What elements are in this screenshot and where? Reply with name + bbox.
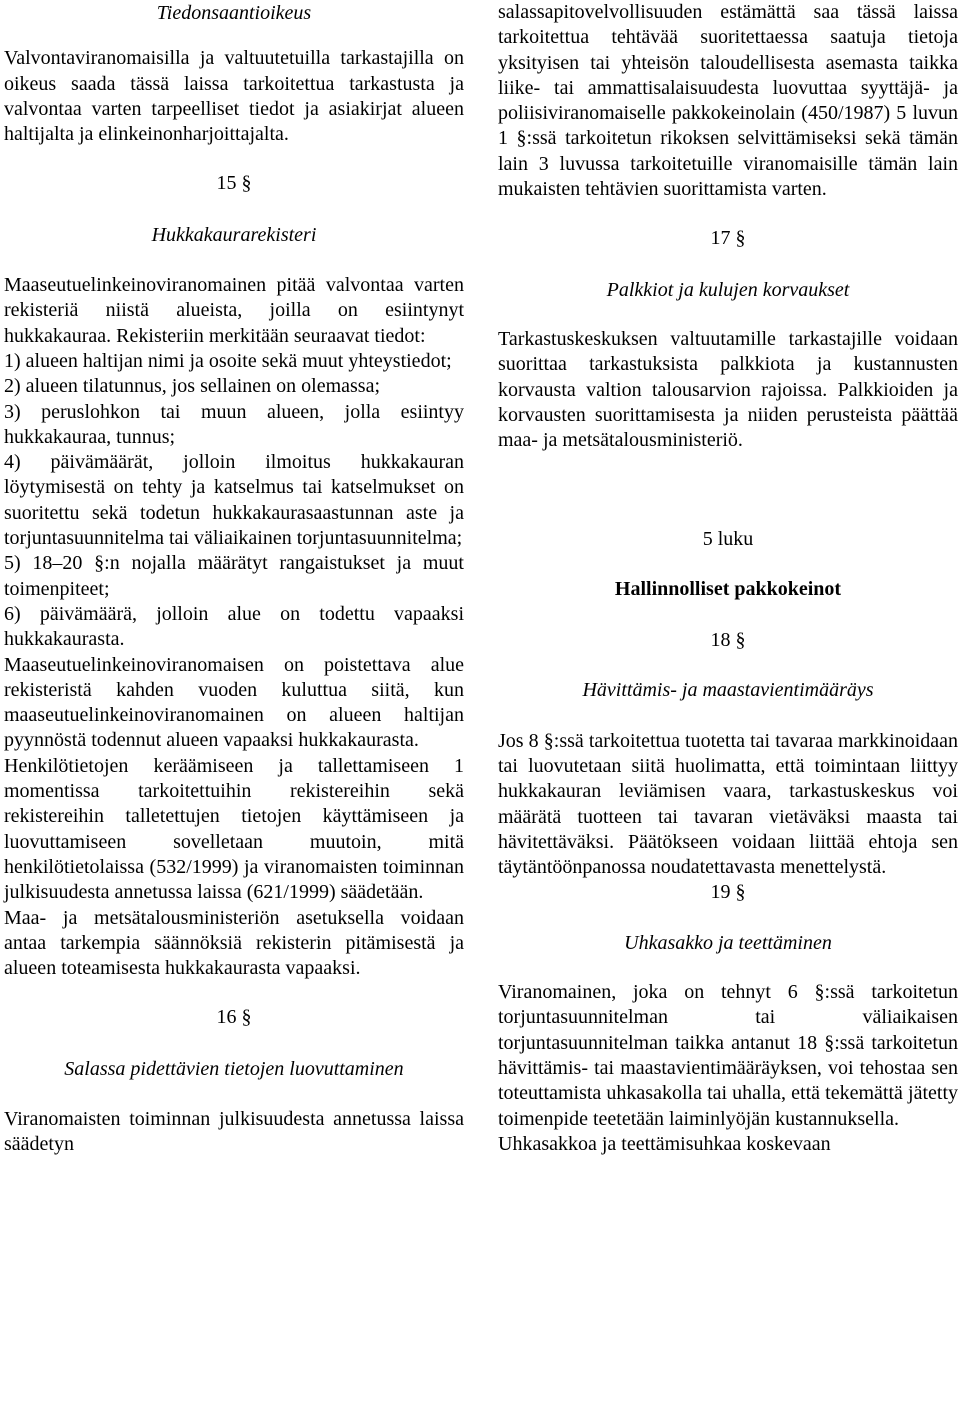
paragraph-disclosure-start: Viranomaisten toiminnan julkisuudesta annetussa laissa säädetyn bbox=[4, 1107, 464, 1156]
section-heading-tiedonsaantioikeus: Tiedonsaantioikeus bbox=[156, 2, 312, 24]
paragraph-penalty-procedure: Uhkasakkoa ja teettämisuhkaa koskevaan bbox=[498, 1132, 831, 1155]
list-item-6: 6) päivämäärä, jolloin alue on todettu vapaaksi hukkakaurasta. bbox=[4, 602, 464, 651]
section-number-15: 15 § bbox=[216, 172, 252, 195]
section-number-17: 17 § bbox=[710, 227, 746, 250]
paragraph-ministry-decree: Maa- ja metsätalousministeriön asetuksella voidaan antaa tarkempia säännöksiä rekisterin pitämisestä ja alueen toteamisesta hukkakaurasta vapaaksi. bbox=[4, 906, 464, 980]
paragraph-personal-data: Henkilötietojen keräämiseen ja tallettamiseen 1 momentissa tarkoitettuihin rekistereihin sekä rekistereihin talletettujen tietojen käyttämiseen ja luovuttamiseen sovelletaan muutoin, mitä henkilötietolaissa (532/1999) ja viranomaisten toiminnan julkisuudesta annetussa laissa (621/1999) säädetään. bbox=[4, 754, 464, 904]
paragraph-fees: Tarkastuskeskuksen valtuutamille tarkastajille voidaan suorittaa tarkastuksista palkkiota ja kustannusten korvausta valtion talousarvion rajoissa. Palkkioiden ja korvausten suorittamisesta ja niiden perusteista päättää maa- ja metsätalousministeriö. bbox=[498, 327, 958, 452]
section-number-19: 19 § bbox=[710, 881, 746, 904]
paragraph-tiedonsaantioikeus: Valvontaviranomaisilla ja valtuutetuilla tarkastajilla on oikeus saada tässä laissa tarkoitettua tarkastusta ja valvontaa varten tarpeelliset tiedot ja asiakirjat alueen haltijalta ja elinkeinonharjoittajalta. bbox=[4, 47, 464, 146]
section-title-18: Hävittämis- ja maastavientimääräys bbox=[582, 679, 874, 702]
section-title-16: Salassa pidettävien tietojen luovuttaminen bbox=[64, 1057, 404, 1080]
paragraph-disclosure-cont: salassapitovelvollisuuden estämättä saa tässä laissa tarkoitettua tehtävää suoritettaessa saatuja tietoja yksityisen tai yhteisön taloudellisesta asemasta taikka liike- tai ammattisalaisuudesta luovuttaa syyttäjä- ja poliisiviranomaiselle pakkokeinolain (450/1987) 5 luvun 1 §:ssä tarkoitetun rikoksen selvittämiseksi sekä tämän lain 3 luvussa tarkoitetuille viranomaisille tämän lain mukaisten tehtävien suorittamista varten. bbox=[498, 1, 958, 201]
list-item-2: 2) alueen tilatunnus, jos sellainen on olemassa; bbox=[4, 375, 381, 398]
paragraph-register-intro: Maaseutuelinkeinoviranomainen pitää valvontaa varten rekisteriä niistä alueista, joilla on esiintynyt hukkakauraa. Rekisteriin merkitään seuraavat tiedot: bbox=[4, 274, 464, 347]
section-title-19: Uhkasakko ja teettäminen bbox=[624, 931, 832, 954]
paragraph-penalty: Viranomainen, joka on tehnyt 6 §:ssä tarkoitetun torjuntasuunnitelman tai väliaikaisen torjuntasuunnitelman taikka antanut 18 §:ssä tarkoitetun hävittämis- tai maastavientimääräyksen, voi tehostaa sen toteuttamista uhkasakolla tai uhalla, että tekemättä jätetty toimenpide teetetään laiminlyöjän kustannuksella. bbox=[498, 981, 958, 1130]
chapter-title: Hallinnolliset pakkokeinot bbox=[614, 577, 842, 600]
section-title-17: Palkkiot ja kulujen korvaukset bbox=[606, 278, 850, 301]
chapter-number: 5 luku bbox=[702, 528, 754, 551]
section-number-18: 18 § bbox=[710, 629, 746, 652]
left-column bbox=[4, 0, 464, 1158]
section-number-16: 16 § bbox=[216, 1006, 252, 1029]
paragraph-removal: Maaseutuelinkeinoviranomaisen on poistettava alue rekisteristä kahden vuoden kuluttua siitä, kun maaseutuelinkeinoviranomainen on alueen haltijan pyynnöstä todennut alueen vapaaksi hukkakaurasta. bbox=[4, 653, 464, 752]
list-item-1: 1) alueen haltijan nimi ja osoite sekä muut yhteystiedot; bbox=[4, 349, 452, 372]
list-item-4: 4) päivämäärät, jolloin ilmoitus hukkakauran löytymisestä on tehty ja katselmus tai katselmukset on suoritettu sekä todetun hukkakaurasaastunnan aste ja torjuntasuunnitelma tai väliaikainen torjuntasuunnitelma; bbox=[4, 451, 464, 550]
right-column bbox=[498, 0, 958, 1157]
paragraph-destruction-order: Jos 8 §:ssä tarkoitettua tuotetta tai tavaraa markkinoidaan tai luovutetaan siitä huolimatta, että toimintaan liittyy hukkakauran leviämisen vaara, tarkastuskeskus voi määrätä tuotteen tai tavaran vietäväksi maasta tai hävitettäväksi. Päätökseen voidaan liittää ehtoja sen täytäntöönpanossa noudatettavasta menettelystä. bbox=[498, 729, 958, 879]
section-title-15: Hukkakaurarekisteri bbox=[151, 223, 317, 246]
list-item-3: 3) peruslohkon tai muun alueen, jolla esiintyy hukkakauraa, tunnus; bbox=[4, 400, 464, 448]
list-item-5: 5) 18–20 §:n nojalla määrätyt rangaistukset ja muut toimenpiteet; bbox=[4, 552, 464, 600]
